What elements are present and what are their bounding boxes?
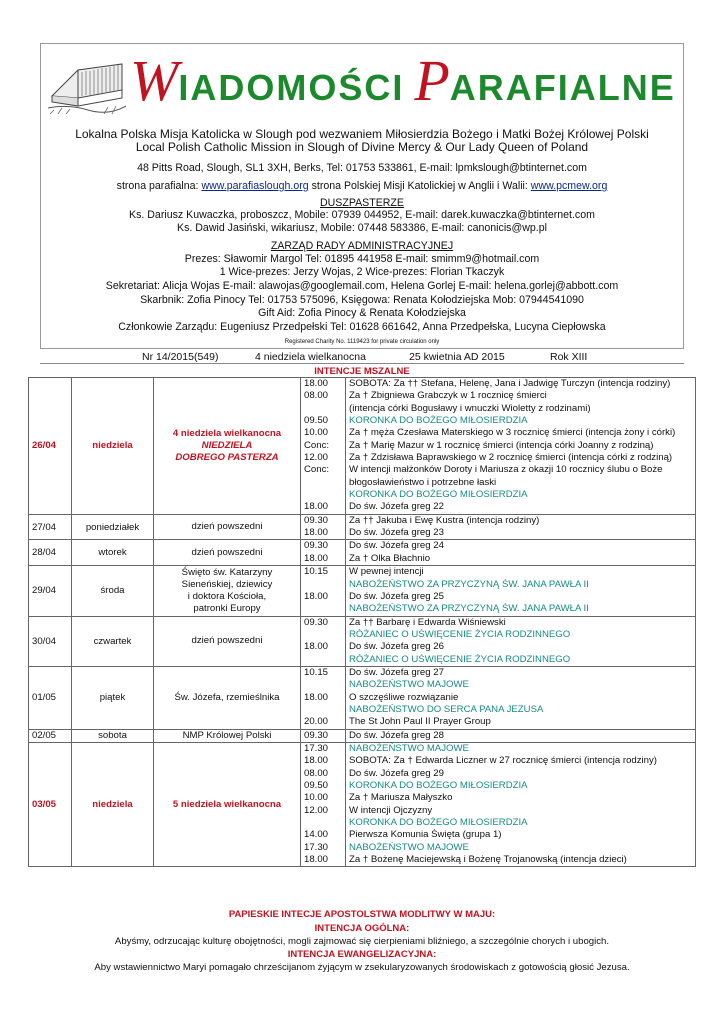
- mass-time: 10.15: [304, 566, 329, 578]
- mass-time: [304, 654, 342, 666]
- row-date: 03/05: [29, 742, 72, 866]
- row-times: [301, 729, 346, 742]
- row-intentions: [346, 729, 696, 742]
- newsletter-title: WIADOMOŚCI PARAFIALNE: [130, 48, 676, 113]
- row-times: [301, 566, 346, 616]
- intention-item: Za †† Barbarę i Edwarda Wiśniewski: [349, 616, 506, 628]
- mass-time: 18.00: [304, 501, 329, 513]
- row-intentions: [346, 666, 696, 729]
- board-heading: ZARZĄD RADY ADMINISTRACYJNEJ: [270, 240, 454, 252]
- intention-item: Za † Marię Mazur w 1 rocznicę śmierci (intencja córki Joanny z rodziną): [349, 439, 654, 451]
- row-occasion: [154, 540, 301, 566]
- row-times: [301, 742, 346, 866]
- intention-item: Za † Zdzisława Baprawskiego w 2 rocznicę śmierci (intencja córki z rodziną): [349, 452, 673, 464]
- mass-time: 18.00: [304, 755, 329, 767]
- mass-time: [304, 403, 342, 415]
- intention-item: W pewnej intencji: [349, 566, 424, 578]
- mass-time: 09.50: [304, 780, 329, 791]
- devotion-item: KORONKA DO BOŻEGO MIŁOSIERDZIA: [349, 415, 528, 427]
- occasion-line: DOBREGO PASTERZA: [175, 451, 279, 463]
- row-occasion: [154, 729, 301, 742]
- papal-intentions-heading: PAPIESKIE INTECJE APOSTOLSTWA MODLITWY W MAJU:: [228, 909, 496, 920]
- occasion-line: Św. Józefa, rzemieślnika: [174, 691, 280, 703]
- devotion-item: KORONKA DO BOŻEGO MIŁOSIERDZIA: [349, 817, 528, 829]
- row-times: [301, 378, 346, 515]
- mass-time: 18.00: [304, 854, 329, 866]
- intention-item: Do św. Józefa greg 28: [349, 729, 444, 741]
- issue-sunday: 4 niedziela wielkanocna: [255, 351, 366, 363]
- intention-item: Za † Olka Błachnio: [349, 552, 431, 564]
- intention-item: Za †† Jakuba i Ewę Kustra (intencja rodziny): [349, 514, 540, 526]
- devotion-item: NABOŻEŃSTWO MAJOWE: [349, 742, 469, 754]
- occasion-line: dzień powszedni: [191, 635, 263, 647]
- schedule-row: [29, 378, 696, 515]
- row-times: [301, 540, 346, 566]
- mass-time: 09.30: [304, 540, 329, 552]
- schedule-row: [29, 666, 696, 729]
- divider: [40, 363, 684, 364]
- mass-time: 18.00: [304, 641, 329, 653]
- occasion-line: NIEDZIELA: [201, 439, 253, 451]
- row-date: 02/05: [29, 729, 72, 742]
- row-day: środa: [72, 566, 154, 616]
- intention-item: Do św. Józefa greg 22: [349, 501, 444, 513]
- mass-time: 09.30: [304, 616, 329, 628]
- mass-time: [304, 489, 342, 501]
- row-intentions: [346, 616, 696, 666]
- mission-name-en: Local Polish Catholic Mission in Slough of Divine Mercy & Our Lady Queen of Poland: [135, 140, 589, 154]
- devotion-item: NABOŻEŃSTWO DO SERCA PANA JEZUSA: [349, 703, 544, 715]
- board-line: Gift Aid: Zofia Pinocy & Renata Kołodziejska: [258, 307, 466, 319]
- row-occasion: [154, 666, 301, 729]
- row-occasion: [154, 514, 301, 540]
- intention-item: Do św. Józefa greg 27: [349, 666, 444, 678]
- board-line: Sekretariat: Alicja Wojas E-mail: alawojas@googlemail.com, Helena Gorlej E-mail: helena.gorlej@abbott.com: [105, 280, 619, 292]
- mass-time: [304, 704, 342, 716]
- intention-item: SOBOTA: Za † Edwarda Liczner w 27 rocznicę śmierci (intencja rodziny): [349, 755, 657, 767]
- row-day: sobota: [72, 729, 154, 742]
- row-day: piątek: [72, 666, 154, 729]
- mass-time: 18.00: [304, 590, 329, 602]
- row-times: [301, 616, 346, 666]
- general-intention-heading: INTENCJA OGÓLNA:: [314, 923, 410, 934]
- clergy-line: Ks. Dariusz Kuwaczka, proboszcz, Mobile: 07939 044952, E-mail: darek.kuwaczka@btinternet.com: [129, 209, 595, 221]
- occasion-line: Sieneńskiej, dziewicy: [181, 578, 273, 590]
- pcmew-website-link[interactable]: www.pcmew.org: [530, 180, 608, 192]
- row-date: 29/04: [29, 566, 72, 616]
- charity-note: Registered Charity No. 1119423 for private circulation only: [284, 339, 440, 345]
- intention-item: The St John Paul II Prayer Group: [349, 716, 491, 728]
- row-occasion: [154, 742, 301, 866]
- occasion-line: i doktora Kościoła,: [187, 590, 267, 602]
- mass-time: 10.00: [304, 792, 329, 804]
- parish-website-link[interactable]: www.parafiaslough.org: [201, 180, 309, 192]
- mass-intentions-heading: INTENCJE MSZALNE: [314, 366, 410, 377]
- intention-item: W intencji Ojczyzny: [349, 804, 433, 816]
- intention-item: Za † Zbigniewa Grabczyk w 1 rocznicę śmierci: [349, 390, 547, 402]
- mass-time: 08.00: [304, 767, 329, 779]
- mass-time: [304, 629, 342, 641]
- mass-time: 09.50: [304, 415, 329, 427]
- intention-item: błogosławieństwo i potrzebne łaski: [349, 476, 497, 488]
- occasion-line: dzień powszedni: [191, 521, 263, 533]
- mass-time: [304, 679, 342, 691]
- row-occasion: [154, 378, 301, 515]
- board-line: Prezes: Sławomir Margol Tel: 01895 441958 E-mail: smimm9@hotmail.com: [184, 253, 540, 265]
- devotion-item: NABOŻEŃSTWO ZA PRZYCZYNĄ ŚW. JANA PAWŁA II: [349, 578, 589, 590]
- mass-time: 17.30: [304, 841, 329, 853]
- issue-date: 25 kwietnia AD 2015: [409, 351, 505, 363]
- mass-time: 12.00: [304, 452, 329, 464]
- mass-time: Conc:: [304, 439, 330, 451]
- row-date: 26/04: [29, 378, 72, 515]
- clergy-heading: DUSZPASTERZE: [320, 197, 404, 209]
- church-logo: [48, 50, 126, 114]
- schedule-row: [29, 729, 696, 742]
- mass-time: 09.30: [304, 729, 329, 741]
- row-day: niedziela: [72, 378, 154, 515]
- mass-time: [304, 603, 342, 615]
- row-occasion: [154, 566, 301, 616]
- row-intentions: [346, 566, 696, 616]
- row-times: [301, 514, 346, 540]
- mass-time: 10.00: [304, 427, 329, 439]
- clergy-line: Ks. Dawid Jasiński, wikariusz, Mobile: 07448 583386, E-mail: canonicis@wp.pl: [177, 222, 547, 234]
- row-day: czwartek: [72, 616, 154, 666]
- mass-time: 18.00: [304, 691, 329, 703]
- mass-time: [304, 817, 342, 829]
- intention-item: Do św. Józefa greg 26: [349, 641, 444, 653]
- schedule-row: [29, 540, 696, 566]
- occasion-line: 5 niedziela wielkanocna: [172, 798, 282, 810]
- intention-item: SOBOTA: Za †† Stefana, Helenę, Jana i Jadwigę Turczyn (intencja rodziny): [349, 378, 671, 389]
- schedule-row: [29, 514, 696, 540]
- schedule-row: [29, 616, 696, 666]
- mass-time: 08.00: [304, 390, 329, 402]
- mass-time: [304, 579, 342, 591]
- row-date: 27/04: [29, 514, 72, 540]
- board-line: Skarbnik: Zofia Pinocy Tel: 01753 575096, Księgowa: Renata Kołodziejska Mob: 07944541090: [140, 294, 584, 306]
- schedule-row: [29, 566, 696, 616]
- occasion-line: 4 niedziela wielkanocna: [172, 427, 282, 439]
- row-day: wtorek: [72, 540, 154, 566]
- devotion-item: KORONKA DO BOŻEGO MIŁOSIERDZIA: [349, 780, 528, 791]
- intention-item: Do św. Józefa greg 25: [349, 590, 444, 602]
- row-intentions: [346, 378, 696, 515]
- mass-time: 18.00: [304, 527, 329, 539]
- mass-time: 14.00: [304, 829, 329, 841]
- row-date: 28/04: [29, 540, 72, 566]
- row-occasion: [154, 616, 301, 666]
- devotion-item: RÓŻANIEC O UŚWIĘCENIE ŻYCIA RODZINNEGO: [349, 653, 571, 665]
- evangelization-intention-heading: INTENCJA EWANGELIZACYJNA:: [287, 949, 437, 960]
- intention-item: Do św. Józefa greg 29: [349, 767, 444, 779]
- row-intentions: [346, 742, 696, 866]
- devotion-item: NABOŻEŃSTWO ZA PRZYCZYNĄ ŚW. JANA PAWŁA II: [349, 603, 589, 615]
- intention-item: Pierwsza Komunia Święta (grupa 1): [349, 829, 502, 841]
- intention-item: Do św. Józefa greg 23: [349, 527, 444, 539]
- mass-schedule-table: [28, 377, 696, 867]
- issue-year: Rok XIII: [550, 351, 588, 363]
- intention-item: Za † męża Czesława Materskiego w 3 rocznicę śmierci (intencja żony i córki): [349, 427, 676, 439]
- intention-item: Za † Bożenę Maciejewską i Bożenę Trojanowską (intencja dzieci): [349, 854, 627, 866]
- issue-number: Nr 14/2015(549): [142, 351, 219, 363]
- row-date: 01/05: [29, 666, 72, 729]
- mass-time: 17.30: [304, 742, 329, 754]
- intention-item: W intencji małżonków Doroty i Mariusza z okazji 10 rocznicy ślubu o Boże: [349, 464, 663, 476]
- intention-item: Do św. Józefa greg 24: [349, 540, 444, 552]
- intention-item: (intencja córki Bogusławy i wnuczki Wioletty z rodzinami): [349, 402, 591, 414]
- row-times: [301, 666, 346, 729]
- row-date: 30/04: [29, 616, 72, 666]
- mass-time: 20.00: [304, 716, 329, 728]
- mass-time: 18.00: [304, 378, 329, 389]
- mass-time: 10.15: [304, 666, 329, 678]
- row-day: niedziela: [72, 742, 154, 866]
- issue-line: [40, 350, 684, 364]
- intention-item: O szczęśliwe rozwiązanie: [349, 691, 459, 703]
- devotion-item: NABOŻEŃSTWO MAJOWE: [349, 841, 469, 853]
- occasion-line: NMP Królowej Polski: [182, 729, 272, 741]
- board-line: Członkowie Zarządu: Eugeniusz Przedpełski Tel: 01628 661642, Anna Przedpełska, Lucyna Ciepłowska: [118, 321, 606, 333]
- evangelization-intention-text: Aby wstawiennictwo Maryi pomagało chrześcijanom żyjącym w zsekularyzowanych środowiskach z gotowością głosić Jezusa.: [94, 962, 630, 973]
- schedule-row: [29, 742, 696, 866]
- devotion-item: NABOŻEŃSTWO MAJOWE: [349, 679, 469, 691]
- mission-name-pl: Lokalna Polska Misja Katolicka w Slough pod wezwaniem Miłosierdzia Bożego i Matki Bożej Królowej Polski: [75, 127, 649, 141]
- mission-address: 48 Pitts Road, Slough, SL1 3XH, Berks, Tel: 01753 533861, E-mail: lpmkslough@btinternet.com: [137, 162, 587, 174]
- row-intentions: [346, 514, 696, 540]
- mass-time: Conc:: [304, 464, 330, 476]
- row-intentions: [346, 540, 696, 566]
- mass-time: [304, 477, 342, 489]
- occasion-line: dzień powszedni: [191, 546, 263, 558]
- general-intention-text: Abyśmy, odrzucając kulturę obojętności, mogli zajmować się cierpieniami bliźniego, a szczególnie chorych i ubogich.: [114, 936, 610, 947]
- mass-time: 18.00: [304, 552, 329, 564]
- board-line: 1 Wice-prezes: Jerzy Wojas, 2 Wice-prezes: Florian Tkaczyk: [219, 266, 505, 278]
- mass-time: 09.30: [304, 514, 329, 526]
- occasion-line: Święto św. Katarzyny: [181, 566, 273, 578]
- intention-item: Za † Mariusza Małyszko: [349, 792, 453, 804]
- row-day: poniedziałek: [72, 514, 154, 540]
- websites-line: strona parafialna: www.parafiaslough.org strona Polskiej Misji Katolickiej w Anglii i Walii: www.pcmew.org: [116, 180, 608, 192]
- devotion-item: KORONKA DO BOŻEGO MIŁOSIERDZIA: [349, 489, 528, 501]
- mass-time: 12.00: [304, 804, 329, 816]
- occasion-line: patronki Europy: [193, 602, 261, 614]
- devotion-item: RÓŻANIEC O UŚWIĘCENIE ŻYCIA RODZINNEGO: [349, 628, 571, 640]
